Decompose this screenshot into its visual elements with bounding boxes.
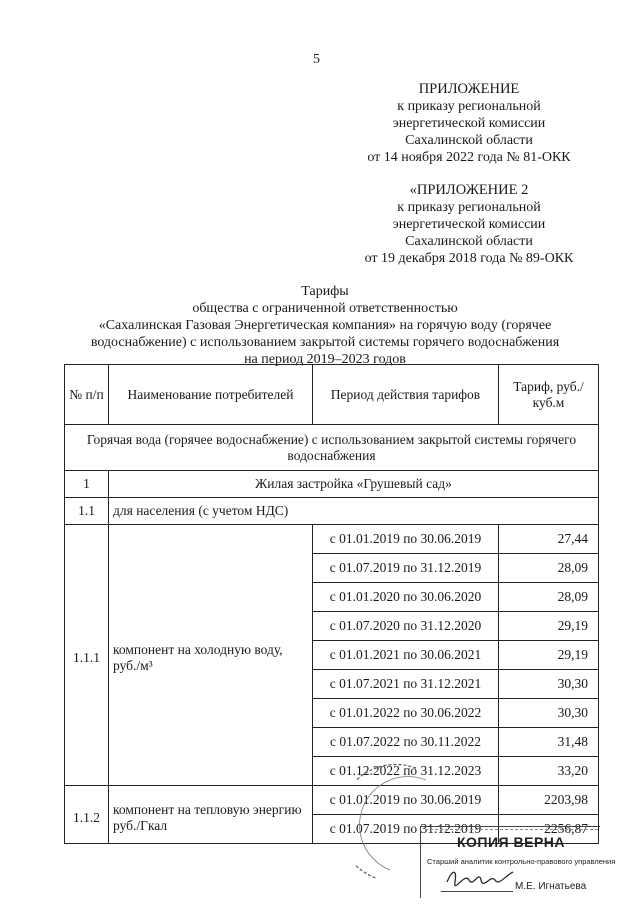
table-row (65, 786, 599, 815)
title-line: «Сахалинская Газовая Энергетическая компания» на горячую воду (горячее (98, 318, 552, 333)
tariff-cell: 27,44 (499, 525, 599, 554)
appendix-2-line: к приказу региональной (397, 200, 541, 215)
section-row (65, 425, 599, 471)
component-2-name: компонент на тепловую энергию руб./Гкал (109, 786, 313, 844)
subgroup-name: для населения (с учетом НДС) (109, 498, 599, 525)
tariff-cell: 2203,98 (499, 786, 599, 815)
appendix-2-line: от 19 декабря 2018 года № 89-ОКК (364, 251, 574, 266)
subgroup-no: 1.1 (65, 498, 109, 525)
component-2-no: 1.1.2 (65, 786, 109, 844)
appendix-1-heading: ПРИЛОЖЕНИЕ (418, 81, 520, 97)
appendix-1-line: Сахалинской области (405, 133, 533, 148)
group-no: 1 (65, 471, 109, 498)
section-title: Горячая вода (горячее водоснабжение) с использованием закрытой системы горячего водоснабжения (65, 425, 599, 471)
tariff-cell: 29,19 (499, 641, 599, 670)
appendix-block-2 (349, 182, 589, 267)
period-cell: с 01.01.2019 по 30.06.2019 (313, 786, 499, 815)
period-cell: с 01.01.2022 по 30.06.2022 (313, 699, 499, 728)
title-line: Тарифы (301, 284, 349, 299)
document-title (60, 283, 590, 368)
period-cell: с 01.07.2022 по 30.11.2022 (313, 728, 499, 757)
stamp-position: Старший аналитик контрольно-правового управления (427, 857, 616, 866)
tariff-cell: 28,09 (499, 583, 599, 612)
component-1-no: 1.1.1 (65, 525, 109, 786)
header-period: Период действия тарифов (313, 365, 499, 425)
header-tariff: Тариф, руб./куб.м (499, 365, 599, 425)
page-number: 5 (313, 52, 320, 67)
stamp-name: М.Е. Игнатьева (515, 881, 587, 892)
header-consumer: Наименование потребителей (109, 365, 313, 425)
group-row (65, 471, 599, 498)
tariff-cell: 28,09 (499, 554, 599, 583)
tariff-cell: 31,48 (499, 728, 599, 757)
tariff-cell: 30,30 (499, 670, 599, 699)
header-no: № п/п (65, 365, 109, 425)
appendix-1-line: к приказу региональной (397, 99, 541, 114)
table-header-row (65, 365, 599, 425)
signature-icon (445, 866, 515, 888)
tariff-cell: 30,30 (499, 699, 599, 728)
appendix-1-line: энергетической комиссии (392, 116, 546, 131)
period-cell: с 01.07.2019 по 31.12.2019 (313, 815, 499, 844)
period-cell: с 01.01.2021 по 30.06.2021 (313, 641, 499, 670)
title-line: водоснабжение) с использованием закрытой системы горячего водоснабжения (90, 335, 560, 350)
period-cell: с 01.07.2019 по 31.12.2019 (313, 554, 499, 583)
component-1-name: компонент на холодную воду, руб./м³ (109, 525, 313, 786)
group-name: Жилая застройка «Грушевый сад» (109, 471, 599, 498)
period-cell: с 01.12.2022 по 31.12.2023 (313, 757, 499, 786)
tariff-cell: 33,20 (499, 757, 599, 786)
stamp-title: КОПИЯ ВЕРНА (457, 834, 566, 850)
appendix-1-line: от 14 ноября 2022 года № 81-ОКК (367, 150, 571, 165)
title-line: общества с ограниченной ответственностью (192, 301, 458, 316)
title-line: на период 2019–2023 годов (244, 352, 406, 367)
period-cell: с 01.07.2021 по 31.12.2021 (313, 670, 499, 699)
appendix-block-1 (349, 81, 589, 166)
stamp-signature-line (441, 891, 513, 892)
period-cell: с 01.01.2020 по 30.06.2020 (313, 583, 499, 612)
tariff-table (64, 364, 599, 844)
tariff-cell: 2256,87 (499, 815, 599, 844)
appendix-2-line: Сахалинской области (405, 234, 533, 249)
table-row (65, 525, 599, 554)
appendix-2-line: энергетической комиссии (392, 217, 546, 232)
subgroup-row (65, 498, 599, 525)
period-cell: с 01.07.2020 по 31.12.2020 (313, 612, 499, 641)
stamp-top-line (425, 829, 598, 830)
appendix-2-heading: «ПРИЛОЖЕНИЕ 2 (409, 182, 529, 198)
period-cell: с 01.01.2019 по 30.06.2019 (313, 525, 499, 554)
tariff-cell: 29,19 (499, 612, 599, 641)
